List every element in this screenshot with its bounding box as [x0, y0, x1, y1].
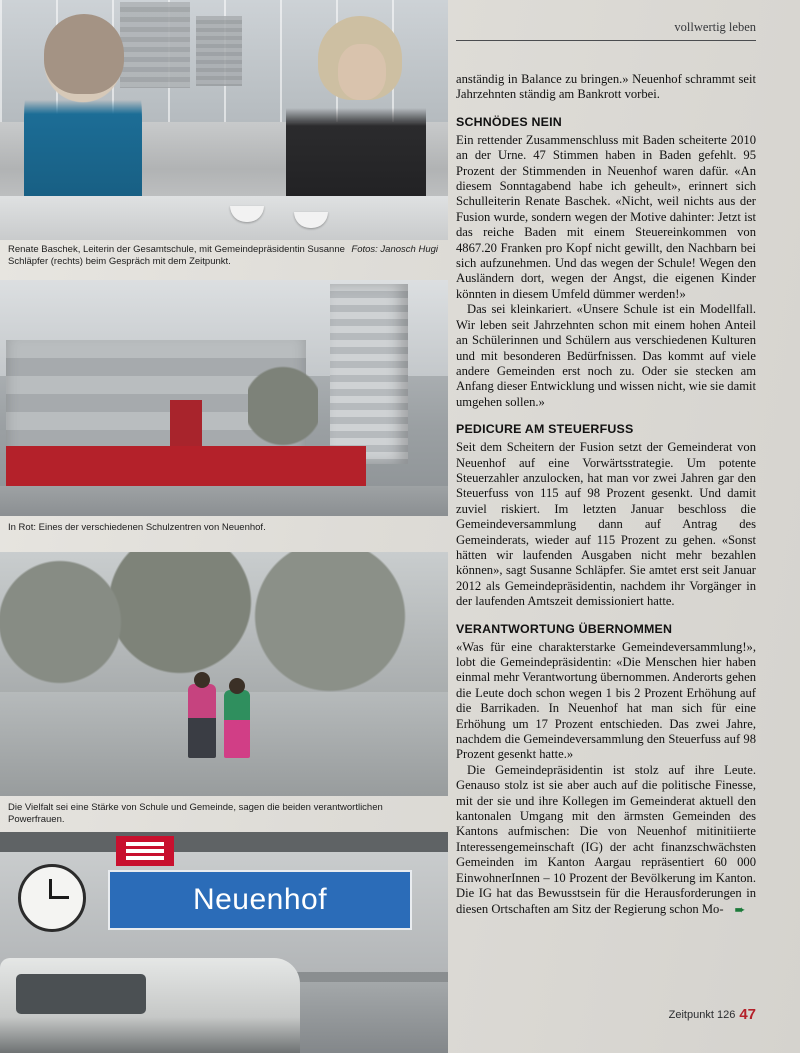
paragraph: Das sei kleinkariert. «Unsere Schule ist ein Modellfall. Wir leben seit Jahrzehnten schon mit einem hohen Anteil an Schülerinnen und Schülern aus verschiedenen Kulturen und mit besonderen Bedürfnissen. Das kommt auf viele andere Gemeinden erst noch zu. Oder sie stecken am Anfang dieser Entwicklung und wissen nicht, wie sie damit umgehen sollen.»	[456, 302, 756, 409]
text-column	[456, 0, 756, 1053]
section-heading-verantwortung-uebernommen: VERANTWORTUNG ÜBERNOMMEN	[456, 621, 673, 636]
tree-canopy	[0, 552, 448, 702]
table-surface	[0, 196, 448, 240]
station-roof	[0, 832, 448, 854]
child-figure	[188, 684, 216, 758]
article-body	[456, 72, 756, 917]
paragraph-text: Die Gemeindepräsidentin ist stolz auf ihre Leute. Genauso stolz ist sie aber auch auf die politische Finesse, mit der sie und ihre Kollegen im Gemeinderat aktuell den kantonalen Umgang mit den ärmsten Gemeinden des Kantons aufmischen: Die von Neuenhof mitinitiierte Interessengemeinschaft (IG) der acht finanzschwächsten Gemeinden im Kanton Aargau repräsentiert 60 000 EinwohnerInnen – 10 Prozent der Bevölkerung im Kanton. Die IG hat das Bewusstsein für die Herausforderungen in diesen Ortschaften am Sitz der Regierung schon Mo-	[456, 762, 756, 916]
page-folio	[669, 1006, 756, 1023]
person-left-head	[44, 14, 124, 94]
sbb-logo-icon	[116, 836, 174, 866]
child-head	[194, 672, 210, 688]
interview-photo	[0, 0, 448, 240]
train-window	[16, 974, 146, 1014]
children-photo-caption	[8, 802, 438, 826]
child-figure	[224, 690, 250, 758]
paragraph: «Was für eine charakterstarke Gemeindeversammlung!», lobt die Gemeindepräsidentin: «Die Menschen hier haben einmal mehr Verantwortung übernommen. Anderorts gehen die Leute doch schon wegen 1 bis 2 Prozent Erhöhung auf die Barrikaden. In Neuenhof hat man sich für eine Erhöhung um 17 Prozent entschieden. Das zwei Jahre, nachdem die Gemeindeversammlung den Steuerfuss auf 98 Prozent gesenkt hatte.»	[456, 639, 756, 762]
platform	[300, 982, 448, 1053]
paragraph-last	[456, 763, 756, 917]
high-rise-tower	[330, 284, 408, 464]
ground	[0, 486, 448, 516]
station-photo	[0, 832, 448, 1053]
station-name-sign: Neuenhof	[108, 870, 412, 930]
caption-text: Renate Baschek, Leiterin der Gesamtschule, mit Gemeindepräsidentin Susanne Schläpfer (rechts) beim Gespräch mit dem Zeitpunkt.	[8, 244, 345, 267]
interview-photo-caption	[8, 244, 438, 268]
running-head: vollwertig leben	[456, 20, 756, 41]
caption-text: Die Vielfalt sei eine Stärke von Schule und Gemeinde, sagen die beiden verantwortlichen Powerfrauen.	[8, 802, 383, 825]
section-heading-schnoedes-nein: SCHNÖDES NEIN	[456, 114, 562, 129]
red-facade-band	[6, 446, 366, 490]
child-head	[229, 678, 245, 694]
children-photo	[0, 552, 448, 796]
paragraph: Seit dem Scheitern der Fusion setzt der Gemeinderat von Neuenhof auf eine Vorwärtsstrategie. Um potente Steuerzahler anzulocken, hat man vor zwei Jahren gar den Steuerfuss von 115 auf 98 Prozent gesenkt. Und damit zuviel riskiert. Im letzten Januar beschloss die Gemeindeversammlung dann auf Antrag des Gemeinderats, wieder auf 115 Prozent zu gehen. «Sonst hätten wir laufenden Ausgaben nicht mehr bezahlen können», sagt Susanne Schläpfer. Sie amtet erst seit Januar 2012 als Gemeindepräsidentin, nachdem ihr Vorgänger in der laufenden Amtszeit demissioniert hatte.	[456, 440, 756, 609]
section-heading-pedicure-am-steuerfuss: PEDICURE AM STEUERFUSS	[456, 422, 634, 437]
school-photo	[0, 280, 448, 516]
page-number: 47	[739, 1006, 756, 1023]
intro-paragraph: anständig in Balance zu bringen.» Neuenhof schrammt seit Jahrzehnten ständig am Bankrott vorbei.	[456, 72, 756, 102]
caption-text: In Rot: Eines der verschiedenen Schulzentren von Neuenhof.	[8, 522, 266, 533]
school-photo-caption	[8, 522, 438, 534]
person-right-face	[338, 44, 386, 100]
continuation-arrow-icon: ➨	[734, 901, 746, 917]
building-shape-secondary	[196, 16, 242, 86]
paragraph: Ein rettender Zusammenschluss mit Baden scheiterte 2010 an der Urne. 47 Stimmen haben in Baden gefehlt. 95 Prozent der Stimmenden in Neuenhof waren dafür. «An diesem Sonntagabend habe ich geheult», erinnert sich Schulleiterin Renate Baschek. «Nicht, weil nichts aus der Fusion wurde, sondern wegen der Motive dahinter: Jetzt ist das reiche Baden mit einem Steuereinkommen von 4867.20 Franken pro Kopf nicht gewillt, den Nachbarn bei sich aufzunehmen. Und das wegen der Schule! Wegen den Ausländern dort, wegen der Angst, die eigenen Kinder könnten in diesem Umfeld dümmer werden!»	[456, 132, 756, 301]
photo-credit: Fotos: Janosch Hugi	[351, 244, 438, 255]
station-clock-icon	[18, 864, 86, 932]
publication-name: Zeitpunkt 126	[668, 1009, 736, 1021]
